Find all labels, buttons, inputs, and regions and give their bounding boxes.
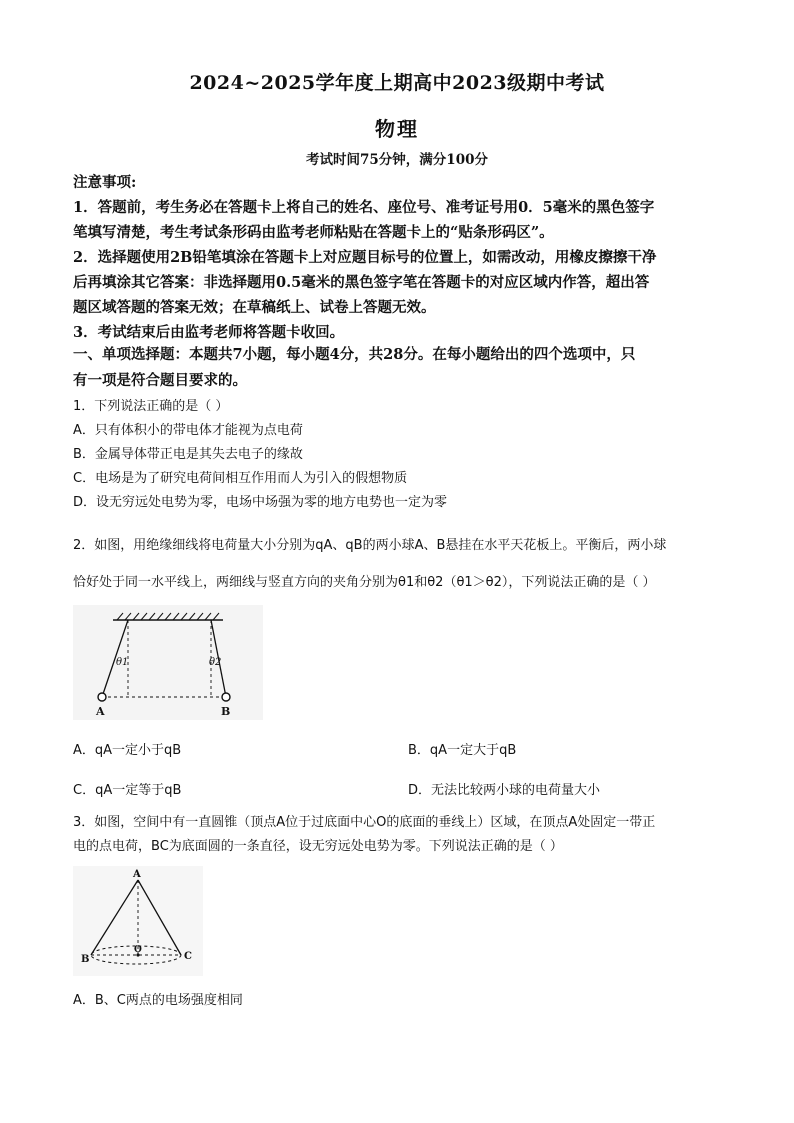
notice-line: 后再填涂其它答案：非选择题用0.5毫米的黑色签字笔在答题卡的对应区域内作答，超出答 [73,274,650,291]
ball-b-label: B [221,705,231,718]
subject-title: 物理 [375,117,419,141]
ball-b [222,693,230,701]
section-heading [73,342,723,394]
question-2-option-c: C．qA一定等于qB [73,783,182,798]
question-3 [73,811,733,859]
vertex-a-label: A [133,869,141,880]
theta1-label: θ1 [116,657,129,668]
notice-heading: 注意事项: [73,174,137,191]
question-2-stem-line-1: 2．如图，用绝缘细线将电荷量大小分别为qA、qB的两小球A、B悬挂在水平天花板上。平衡后，两小球 [73,538,667,553]
center-o-label: O [134,945,142,955]
notice-block [73,170,723,345]
theta2-label: θ2 [209,657,222,668]
section-line: 一、单项选择题：本题共7小题，每小题4分，共28分。在每小题给出的四个选项中，只 [73,346,636,363]
question-1 [73,395,723,515]
question-3-stem-line-1: 3．如图，空间中有一直圆锥（顶点A位于过底面中心O的底面的垂线上）区域，在顶点A处固定一带正 [73,815,656,830]
point-b-label: B [81,954,90,965]
question-1-option-c: C．电场是为了研究电荷间相互作用而人为引入的假想物质 [73,471,408,486]
question-1-option-d: D．设无穷远处电势为零，电场中场强为零的地方电势也一定为零 [73,495,448,510]
cone-figure [73,866,203,976]
question-2-option-a: A．qA一定小于qB [73,743,182,758]
exam-time: 考试时间75分钟，满分100分 [306,152,488,168]
hanging-balls-figure [73,605,263,720]
section-line: 有一项是符合题目要求的。 [73,372,247,389]
question-1-stem: 1．下列说法正确的是（ ） [73,399,229,414]
ball-a-label: A [96,705,105,718]
notice-line: 3．考试结束后由监考老师将答题卡收回。 [73,324,345,341]
question-2-stem-line-2: 恰好处于同一水平线上，两细线与竖直方向的夹角分别为θ1和θ2（θ1＞θ2），下列说法正确的是（ ） [73,575,656,590]
notice-line: 题区域答题的答案无效；在草稿纸上、试卷上答题无效。 [73,299,436,316]
figure-background [73,605,263,720]
notice-line: 笔填写清楚，考生考试条形码由监考老师粘贴在答题卡上的“贴条形码区”。 [73,224,554,241]
question-2-option-b: B．qA一定大于qB [408,743,517,758]
question-1-option-a: A．只有体积小的带电体才能视为点电荷 [73,423,303,438]
notice-line: 1．答题前，考生务必在答题卡上将自己的姓名、座位号、准考证号用0．5毫米的黑色签字 [73,199,655,216]
question-2 [73,527,733,601]
point-c-label: C [184,951,192,962]
question-3-stem-line-2: 电的点电荷，BC为底面圆的一条直径，设无穷远处电势为零。下列说法正确的是（ ） [73,839,563,854]
ball-a [98,693,106,701]
notice-line: 2．选择题使用2B铅笔填涂在答题卡上对应题目标号的位置上，如需改动，用橡皮擦擦干净 [73,249,657,266]
exam-title: 2024~2025学年度上期高中2023级期中考试 [189,72,605,94]
question-2-option-d: D．无法比较两小球的电荷量大小 [408,783,601,798]
question-1-option-b: B．金属导体带正电是其失去电子的缘故 [73,447,303,462]
question-3-option-a: A．B、C两点的电场强度相同 [73,993,243,1008]
